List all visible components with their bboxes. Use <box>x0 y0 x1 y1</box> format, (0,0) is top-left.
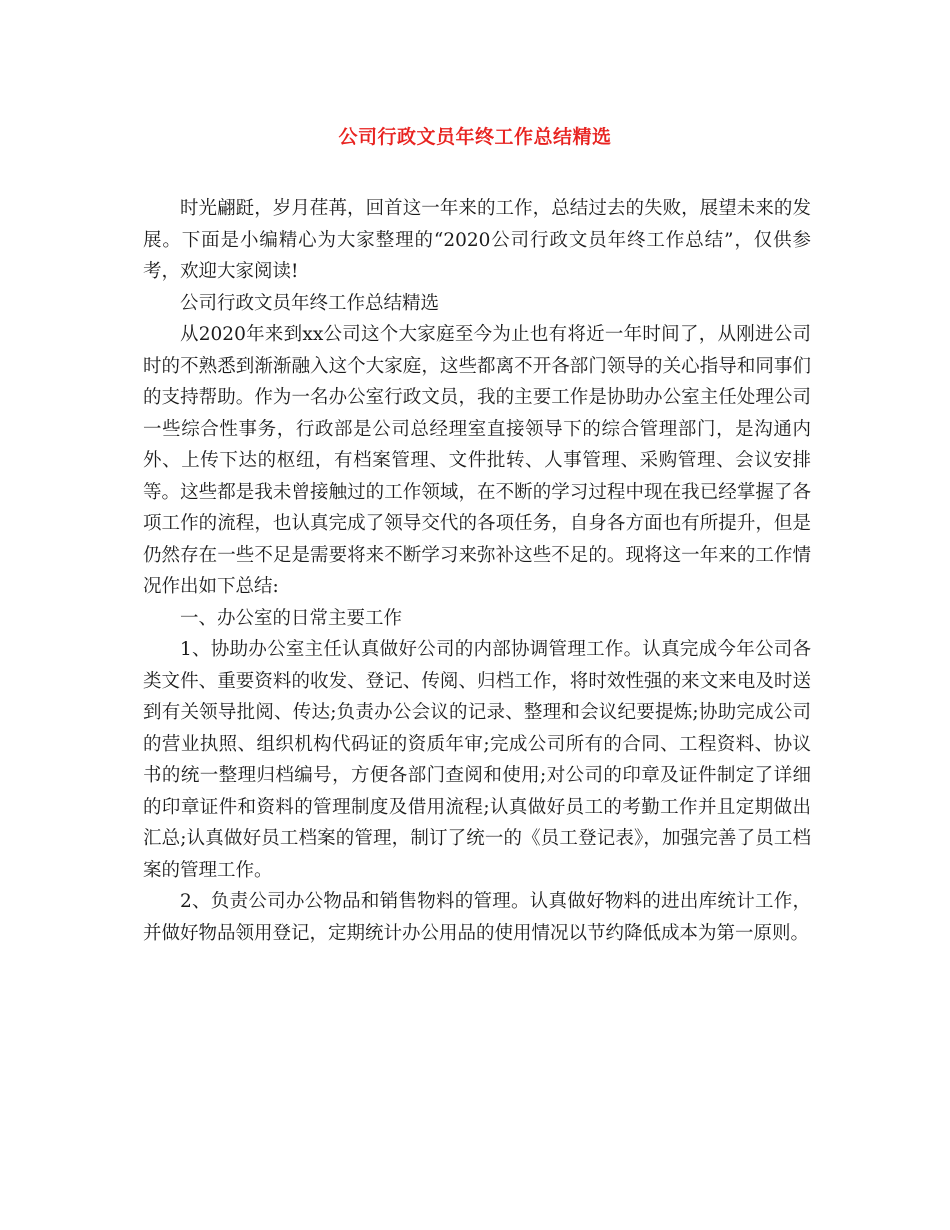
document-title: 公司行政文员年终工作总结精选 <box>338 126 612 148</box>
section-heading: 一、办公室的日常主要工作 <box>180 607 403 629</box>
document-body <box>143 193 811 949</box>
body-paragraph: 从2020年来到xx公司这个大家庭至今为止也有将近一年时间了，从刚进公司时的不熟悉到渐渐融入这个大家庭，这些都离不开各部门领导的关心指导和同事们的支持帮助。作为一名办公室行政文员，我的主要工作是协助办公室主任处理公司一些综合性事务，行政部是公司总经理室直接领导下的综合管理部门，是沟通内外、上传下达的枢纽，有档案管理、文件批转、人事管理、采购管理、会议安排等。这些都是我未曾接触过的工作领域，在不断的学习过程中现在我已经掌握了各项工作的流程，也认真完成了领导交代的各项任务，自身各方面也有所提升，但是仍然存在一些不足是需要将来不断学习来弥补这些不足的。现将这一年来的工作情况作出如下总结: <box>143 324 811 597</box>
body-paragraph: 1、协助办公室主任认真做好公司的内部协调管理工作。认真完成今年公司各类文件、重要资料的收发、登记、传阅、归档工作，将时效性强的来文来电及时送到有关领导批阅、传达;负责办公会议的记录、整理和会议纪要提炼;协助完成公司的营业执照、组织机构代码证的资质年审;完成公司所有的合同、工程资料、协议书的统一整理归档编号，方便各部门查阅和使用;对公司的印章及证件制定了详细的印章证件和资料的管理制度及借用流程;认真做好员工的考勤工作并且定期做出汇总;认真做好员工档案的管理，制订了统一的《员工登记表》，加强完善了员工档案的管理工作。 <box>143 639 811 881</box>
body-paragraph: 2、负责公司办公物品和销售物料的管理。认真做好物料的进出库统计工作，并做好物品领用登记，定期统计办公用品的使用情况以节约降低成本为第一原则。 <box>143 891 811 944</box>
intro-paragraph: 时光翩跹，岁月荏苒，回首这一年来的工作，总结过去的失败，展望未来的发展。下面是小编精心为大家整理的“2020公司行政文员年终工作总结”，仅供参考，欢迎大家阅读! <box>143 198 811 282</box>
subtitle-paragraph: 公司行政文员年终工作总结精选 <box>180 292 440 314</box>
